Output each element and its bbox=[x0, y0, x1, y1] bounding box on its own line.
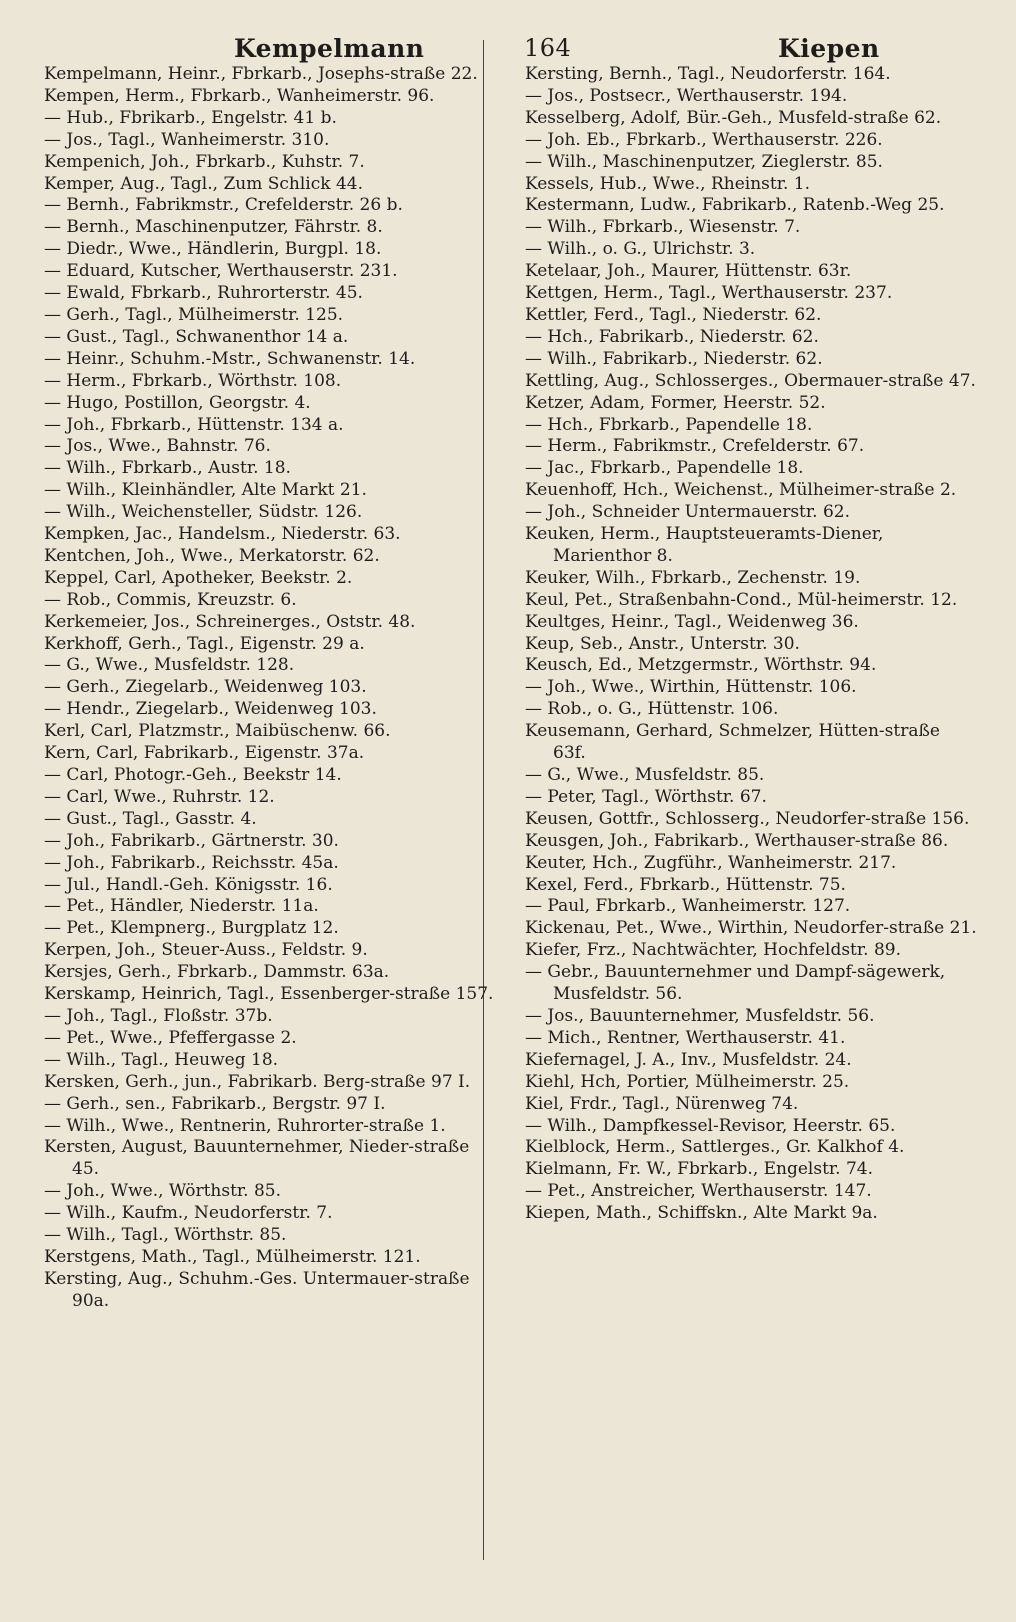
directory-entry: — Joh., Fabrikarb., Reichsstr. 45a. bbox=[44, 852, 339, 873]
left-column bbox=[44, 64, 497, 1584]
directory-entry: Kentchen, Joh., Wwe., Merkatorstr. 62. bbox=[44, 545, 380, 566]
directory-entry: Kielmann, Fr. W., Fbrkarb., Engelstr. 74. bbox=[525, 1159, 874, 1180]
directory-entry: — Pet., Anstreicher, Werthauserstr. 147. bbox=[525, 1181, 872, 1202]
page-header bbox=[44, 28, 978, 64]
directory-entry: Kiefernagel, J. A., Inv., Musfeldstr. 24. bbox=[525, 1049, 852, 1070]
directory-entry: Keuenhoff, Hch., Weichenst., Mülheimer-straße 2. bbox=[525, 480, 957, 501]
directory-entry: — Wilh., Fbrkarb., Wiesenstr. 7. bbox=[525, 217, 801, 238]
directory-entry: — Rob., o. G., Hüttenstr. 106. bbox=[525, 699, 779, 720]
columns bbox=[44, 64, 978, 1584]
directory-entry: — Pet., Klempnerg., Burgplatz 12. bbox=[44, 918, 339, 939]
directory-entry: — Joh., Wwe., Wirthin, Hüttenstr. 106. bbox=[525, 677, 857, 698]
directory-entry: — Bernh., Maschinenputzer, Fährstr. 8. bbox=[44, 217, 383, 238]
directory-entry: Ketzer, Adam, Former, Heerstr. 52. bbox=[525, 392, 826, 413]
directory-entry: — Gebr., Bauunternehmer und Dampf-sägewerk, Musfeldstr. 56. bbox=[525, 962, 946, 1005]
directory-entry: Kiehl, Hch, Portier, Mülheimerstr. 25. bbox=[525, 1071, 850, 1092]
directory-entry: Kiefer, Frz., Nachtwächter, Hochfeldstr. 89. bbox=[525, 940, 901, 961]
directory-entry: Keusch, Ed., Metzgermstr., Wörthstr. 94. bbox=[525, 655, 877, 676]
directory-entry: Keup, Seb., Anstr., Unterstr. 30. bbox=[525, 633, 800, 654]
directory-entry: — Jos., Bauunternehmer, Musfeldstr. 56. bbox=[525, 1005, 875, 1026]
directory-entry: Keuter, Hch., Zugführ., Wanheimerstr. 217. bbox=[525, 852, 897, 873]
directory-entry: — Gerh., Ziegelarb., Weidenweg 103. bbox=[44, 677, 367, 698]
header-last-name: Kiepen bbox=[778, 34, 880, 63]
directory-entry: Kesselberg, Adolf, Bür.-Geh., Musfeld-straße 62. bbox=[525, 107, 942, 128]
directory-entry: — Mich., Rentner, Werthauserstr. 41. bbox=[525, 1027, 846, 1048]
directory-entry: — Hub., Fbrikarb., Engelstr. 41 b. bbox=[44, 107, 337, 128]
directory-entry: — Wilh., Dampfkessel-Revisor, Heerstr. 65. bbox=[525, 1115, 896, 1136]
directory-entry: Kickenau, Pet., Wwe., Wirthin, Neudorfer-straße 21. bbox=[525, 918, 977, 939]
directory-entry: Kempken, Jac., Handelsm., Niederstr. 63. bbox=[44, 524, 401, 545]
directory-entry: — Wilh., Tagl., Wörthstr. 85. bbox=[44, 1225, 287, 1246]
header-first-name: Kempelmann bbox=[234, 34, 425, 63]
directory-entry: — Jul., Handl.-Geh. Königsstr. 16. bbox=[44, 874, 333, 895]
directory-entry: — Jos., Tagl., Wanheimerstr. 310. bbox=[44, 129, 330, 150]
directory-entry: — Rob., Commis, Kreuzstr. 6. bbox=[44, 589, 297, 610]
directory-entry: — Gerh., sen., Fabrikarb., Bergstr. 97 I. bbox=[44, 1093, 386, 1114]
directory-entry: — Gerh., Tagl., Mülheimerstr. 125. bbox=[44, 304, 344, 325]
directory-entry: — Bernh., Fabrikmstr., Crefelderstr. 26 b. bbox=[44, 195, 403, 216]
directory-entry: Kempenich, Joh., Fbrkarb., Kuhstr. 7. bbox=[44, 151, 365, 172]
directory-entry: — Diedr., Wwe., Händlerin, Burgpl. 18. bbox=[44, 239, 382, 260]
directory-entry: — Eduard, Kutscher, Werthauserstr. 231. bbox=[44, 261, 398, 282]
directory-entry: Kersten, August, Bauunternehmer, Nieder-straße 45. bbox=[44, 1137, 470, 1180]
directory-entry: Kersting, Aug., Schuhm.-Ges. Untermauer-straße 90a. bbox=[44, 1268, 470, 1311]
directory-entry: Kexel, Ferd., Fbrkarb., Hüttenstr. 75. bbox=[525, 874, 846, 895]
directory-entry: — Ewald, Fbrkarb., Ruhrorterstr. 45. bbox=[44, 283, 363, 304]
directory-entry: — Pet., Händler, Niederstr. 11a. bbox=[44, 896, 319, 917]
directory-entry: Kerpen, Joh., Steuer-Auss., Feldstr. 9. bbox=[44, 940, 368, 961]
directory-entry: Kempelmann, Heinr., Fbrkarb., Josephs-straße 22. bbox=[44, 64, 478, 84]
directory-entry: — Gust., Tagl., Gasstr. 4. bbox=[44, 808, 257, 829]
directory-entry: Kerkhoff, Gerh., Tagl., Eigenstr. 29 a. bbox=[44, 633, 365, 654]
directory-entry: Kern, Carl, Fabrikarb., Eigenstr. 37a. bbox=[44, 743, 365, 764]
directory-entry: Kersjes, Gerh., Fbrkarb., Dammstr. 63a. bbox=[44, 962, 390, 983]
directory-entry: — Joh., Fabrikarb., Gärtnerstr. 30. bbox=[44, 830, 339, 851]
directory-entry: Keusemann, Gerhard, Schmelzer, Hütten-straße 63f. bbox=[525, 721, 940, 764]
directory-entry: — Jac., Fbrkarb., Papendelle 18. bbox=[525, 458, 804, 479]
directory-entry: Kettling, Aug., Schlosserges., Obermauer-straße 47. bbox=[525, 370, 976, 391]
directory-entry: Kerstgens, Math., Tagl., Mülheimerstr. 121. bbox=[44, 1246, 421, 1267]
directory-entry: Kiel, Frdr., Tagl., Nürenweg 74. bbox=[525, 1093, 799, 1114]
directory-entry: Kettler, Ferd., Tagl., Niederstr. 62. bbox=[525, 304, 822, 325]
directory-entry: — Wilh., Fabrikarb., Niederstr. 62. bbox=[525, 348, 823, 369]
directory-entry: — Carl, Photogr.-Geh., Beekstr 14. bbox=[44, 765, 342, 785]
directory-entry: Keppel, Carl, Apotheker, Beekstr. 2. bbox=[44, 567, 353, 588]
directory-entry: Kettgen, Herm., Tagl., Werthauserstr. 237. bbox=[525, 283, 893, 304]
directory-entry: — Wilh., Wwe., Rentnerin, Ruhrorter-straße 1. bbox=[44, 1115, 446, 1136]
directory-entry: Kerkemeier, Jos., Schreinerges., Oststr. 48. bbox=[44, 611, 416, 632]
directory-entry: Keultges, Heinr., Tagl., Weidenweg 36. bbox=[525, 611, 859, 632]
directory-entry: — Wilh., Fbrkarb., Austr. 18. bbox=[44, 458, 291, 479]
directory-entry: Kerskamp, Heinrich, Tagl., Essenberger-straße 157. bbox=[44, 984, 494, 1005]
directory-entry: Kessels, Hub., Wwe., Rheinstr. 1. bbox=[525, 173, 810, 194]
directory-entry: Kiepen, Math., Schiffskn., Alte Markt 9a. bbox=[525, 1203, 878, 1224]
directory-entry: — Herm., Fabrikmstr., Crefelderstr. 67. bbox=[525, 436, 865, 457]
directory-entry: — Gust., Tagl., Schwanenthor 14 a. bbox=[44, 326, 349, 347]
directory-entry: Keul, Pet., Straßenbahn-Cond., Mül-heimerstr. 12. bbox=[525, 589, 958, 610]
directory-entry: — Wilh., Kaufm., Neudorferstr. 7. bbox=[44, 1203, 333, 1224]
directory-entry: — Joh., Fbrkarb., Hüttenstr. 134 a. bbox=[44, 414, 344, 435]
directory-entry: — Wilh., Maschinenputzer, Zieglerstr. 85. bbox=[525, 151, 883, 172]
directory-entry: Ketelaar, Joh., Maurer, Hüttenstr. 63r. bbox=[525, 261, 852, 282]
directory-entry: — Joh., Tagl., Floßstr. 37b. bbox=[44, 1005, 273, 1026]
directory-entry: — Wilh., o. G., Ulrichstr. 3. bbox=[525, 239, 756, 260]
directory-entry: — Joh., Schneider Untermauerstr. 62. bbox=[525, 502, 850, 523]
directory-entry: — Hugo, Postillon, Georgstr. 4. bbox=[44, 392, 311, 413]
directory-entry: Kielblock, Herm., Sattlerges., Gr. Kalkhof 4. bbox=[525, 1137, 905, 1158]
directory-entry: — Carl, Wwe., Ruhrstr. 12. bbox=[44, 786, 275, 807]
directory-entry: Kersken, Gerh., jun., Fabrikarb. Berg-straße 97 I. bbox=[44, 1071, 471, 1092]
right-column bbox=[525, 64, 978, 1584]
directory-entry: Kerl, Carl, Platzmstr., Maibüschenw. 66. bbox=[44, 721, 391, 742]
directory-entry: — Joh., Wwe., Wörthstr. 85. bbox=[44, 1181, 282, 1202]
directory-entry: — G., Wwe., Musfeldstr. 85. bbox=[525, 765, 765, 785]
directory-entry: Keusen, Gottfr., Schlosserg., Neudorfer-straße 156. bbox=[525, 808, 970, 829]
directory-entry: — Pet., Wwe., Pfeffergasse 2. bbox=[44, 1027, 297, 1048]
directory-entry: — Wilh., Kleinhändler, Alte Markt 21. bbox=[44, 480, 367, 501]
directory-entry: — Hch., Fabrikarb., Niederstr. 62. bbox=[525, 326, 819, 347]
directory-entry: Kempen, Herm., Fbrkarb., Wanheimerstr. 96. bbox=[44, 85, 435, 106]
directory-entry: — Jos., Postsecr., Werthauserstr. 194. bbox=[525, 85, 848, 106]
directory-entry: Kemper, Aug., Tagl., Zum Schlick 44. bbox=[44, 173, 363, 194]
directory-entry: — Hch., Fbrkarb., Papendelle 18. bbox=[525, 414, 813, 435]
directory-entry: — Herm., Fbrkarb., Wörthstr. 108. bbox=[44, 370, 342, 391]
directory-entry: — Wilh., Tagl., Heuweg 18. bbox=[44, 1049, 279, 1070]
directory-entry: — Heinr., Schuhm.-Mstr., Schwanenstr. 14. bbox=[44, 348, 416, 369]
directory-entry: — G., Wwe., Musfeldstr. 128. bbox=[44, 655, 295, 676]
directory-entry: Keusgen, Joh., Fabrikarb., Werthauser-straße 86. bbox=[525, 830, 949, 851]
directory-entry: Keuker, Wilh., Fbrkarb., Zechenstr. 19. bbox=[525, 567, 861, 588]
directory-entry: — Jos., Wwe., Bahnstr. 76. bbox=[44, 436, 271, 457]
directory-entry: Keuken, Herm., Hauptsteueramts-Diener, Marienthor 8. bbox=[525, 524, 884, 566]
directory-entry: Kersting, Bernh., Tagl., Neudorferstr. 164. bbox=[525, 64, 891, 84]
directory-entry: — Wilh., Weichensteller, Südstr. 126. bbox=[44, 502, 363, 523]
directory-entry: Kestermann, Ludw., Fabrikarb., Ratenb.-Weg 25. bbox=[525, 195, 945, 216]
directory-entry: — Hendr., Ziegelarb., Weidenweg 103. bbox=[44, 699, 377, 720]
directory-entry: — Joh. Eb., Fbrkarb., Werthauserstr. 226. bbox=[525, 129, 883, 150]
page-number: 164 bbox=[524, 34, 572, 62]
directory-entry: — Peter, Tagl., Wörthstr. 67. bbox=[525, 786, 767, 807]
directory-entry: — Paul, Fbrkarb., Wanheimerstr. 127. bbox=[525, 896, 851, 917]
